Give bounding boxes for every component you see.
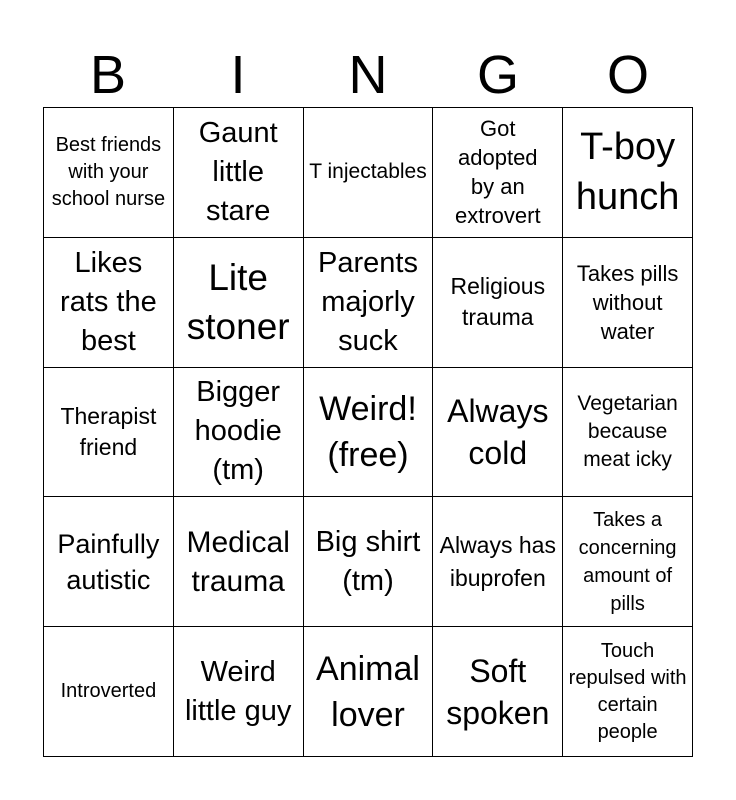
bingo-cell-r4-c1[interactable] [44,497,174,627]
bingo-cell-r5-c2[interactable] [174,627,304,757]
cell-text: Parents majorly suck [318,246,418,357]
bingo-cell-r1-c3[interactable] [304,108,434,238]
bingo-cell-r2-c1[interactable] [44,238,174,368]
header-letter-n: N [348,45,388,105]
bingo-cell-r1-c2[interactable] [174,108,304,238]
cell-text: Introverted [60,680,157,703]
bingo-cell-r4-c2[interactable] [174,497,304,627]
bingo-cell-r2-c2[interactable] [174,238,304,368]
cell-text: Soft spoken [446,652,550,731]
cell-text: Therapist friend [60,402,157,460]
cell-text: Painfully autistic [57,528,160,595]
cell-text: Medical trauma [186,525,290,598]
bingo-cell-r1-c5[interactable] [563,108,693,238]
cell-text: Animal lover [316,649,420,734]
bingo-cell-r3-c2[interactable] [174,368,304,498]
cell-text: Lite stoner [186,257,290,348]
bingo-cell-r1-c1[interactable] [44,108,174,238]
cell-text: Takes pills without water [576,260,679,344]
bingo-cell-r3-c1[interactable] [44,368,174,498]
bingo-cell-r1-c4[interactable] [433,108,563,238]
header-letter-i: I [230,45,246,105]
cell-text: Always has ibuprofen [439,531,556,591]
cell-text: T injectables [309,160,427,184]
bingo-cell-r3-c4[interactable] [433,368,563,498]
cell-text: Touch repulsed with certain people [568,639,687,743]
cell-text: Weird little guy [184,655,292,727]
bingo-cell-r2-c5[interactable] [563,238,693,368]
bingo-cell-r5-c1[interactable] [44,627,174,757]
bingo-cell-r2-c3[interactable] [304,238,434,368]
bingo-header [43,42,693,108]
bingo-card [43,107,693,757]
header-letter-b: B [89,45,127,105]
bingo-cell-r5-c5[interactable] [563,627,693,757]
cell-text: Religious trauma [450,273,546,331]
bingo-cell-r5-c3[interactable] [304,627,434,757]
bingo-cell-r5-c4[interactable] [433,627,563,757]
cell-text: Gaunt little stare [198,116,278,227]
cell-text: Best friends with your school nurse [51,133,166,210]
cell-text: Takes a concerning amount of pills [578,508,677,615]
bingo-cell-r4-c3[interactable] [304,497,434,627]
bingo-cell-r3-c3[interactable] [304,368,434,498]
cell-text: Vegetarian because meat icky [577,391,678,471]
cell-text: Bigger hoodie (tm) [194,376,282,487]
bingo-cell-r4-c4[interactable] [433,497,563,627]
cell-text: Weird! (free) [319,389,417,474]
cell-text: T-boy hunch [575,126,680,219]
cell-text: Got adopted by an extrovert [454,116,541,229]
bingo-cell-r3-c5[interactable] [563,368,693,498]
header-letter-o: O [606,45,649,105]
cell-text: Always cold [447,392,549,471]
header-letter-g: G [476,45,519,105]
cell-text: Big shirt (tm) [315,525,421,597]
cell-text: Likes rats the best [60,246,157,357]
bingo-cell-r2-c4[interactable] [433,238,563,368]
bingo-cell-r4-c5[interactable] [563,497,693,627]
